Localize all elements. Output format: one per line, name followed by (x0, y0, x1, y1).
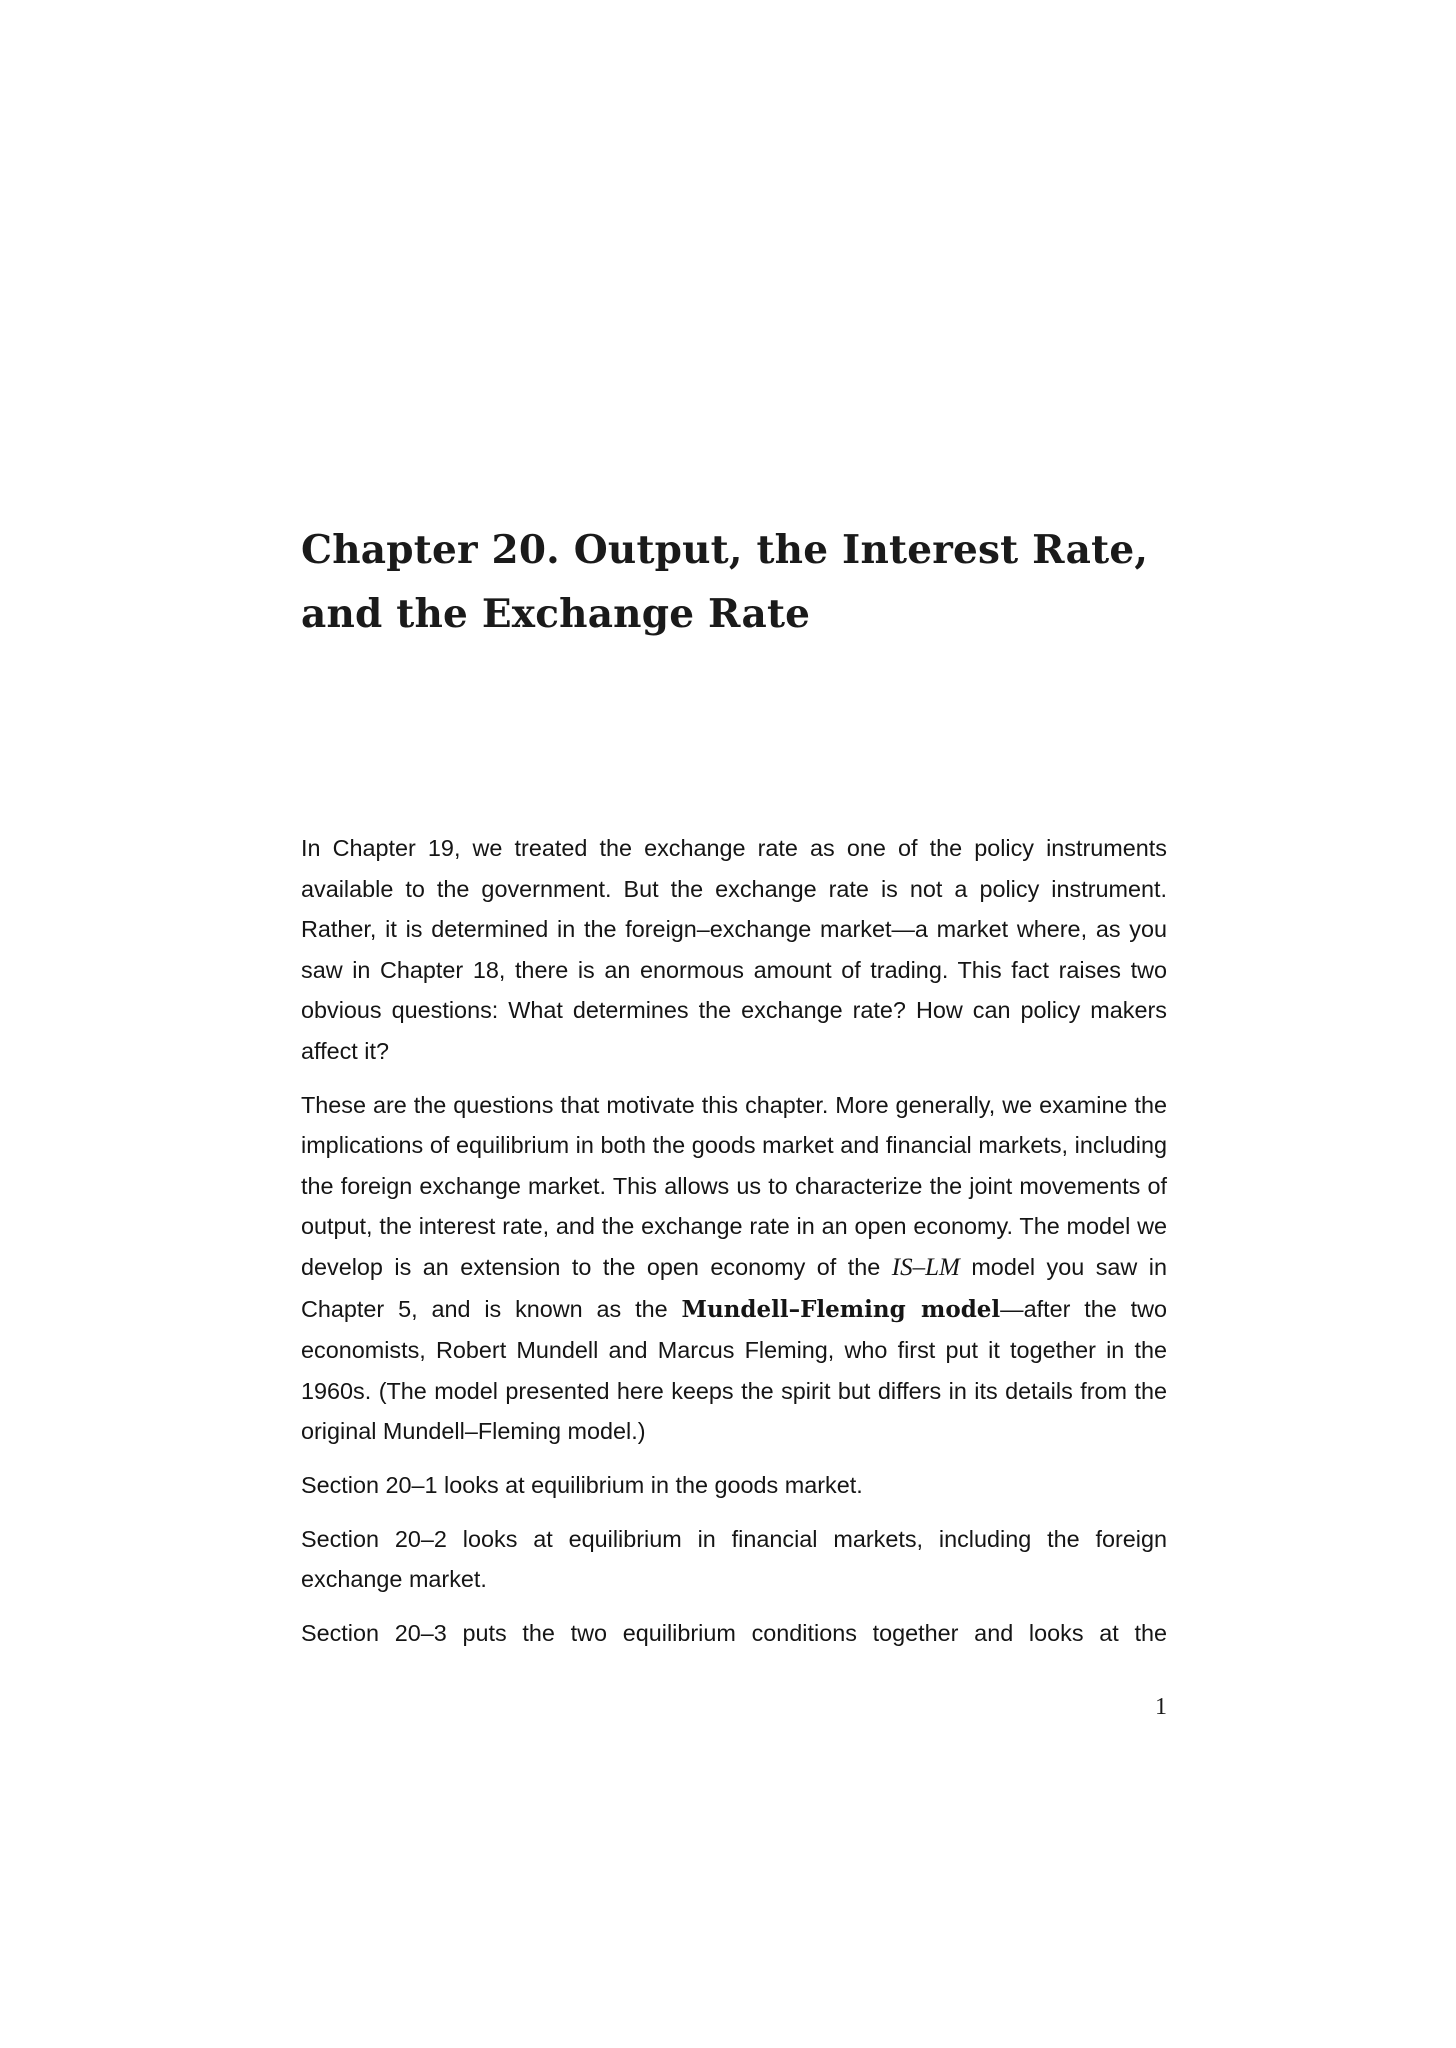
paragraph-section-2: Section 20–2 looks at equilibrium in financial markets, including the foreign exchange market. (301, 1525, 1167, 1593)
paragraph-model-intro: These are the questions that motivate this chapter. More generally, we examine the implications of equilibrium in both the goods market and financial markets, including the foreign exchange market. This allows us to characterize the joint movements of output, the interest rate, and the exchange rate in an open economy. The model we develop is an extension to the open economy of the (301, 1091, 1167, 1280)
mundell-fleming-term: Mundell–Fleming model (681, 1295, 1001, 1323)
paragraph-model-mid: model you saw in Chapter 5, and is known as the (301, 1253, 1167, 1322)
paragraph-model (301, 1085, 1167, 1452)
is-lm-math: IS–LM (891, 1253, 960, 1281)
chapter-body (301, 828, 1167, 1666)
paragraph-intro: In Chapter 19, we treated the exchange rate as one of the policy instruments available to the government. But the exchange rate is not a policy instrument. Rather, it is determined in the foreign–exchange market—a market where, as you saw in Chapter 18, there is an enormous amount of trading. This fact raises two obvious questions: What determines the exchange rate? How can policy makers affect it? (301, 835, 1167, 1064)
paragraph-section-3: Section 20–3 puts the two equilibrium conditions together and looks at the (301, 1619, 1167, 1646)
paragraph-section-1: Section 20–1 looks at equilibrium in the goods market. (301, 1471, 863, 1498)
paragraph-model-end: —after the two economists, Robert Mundell and Marcus Fleming, who first put it together in the 1960s. (The model presented here keeps the spirit but differs in its details from the original Mundell–Fleming model.) (301, 1295, 1168, 1445)
chapter-title (301, 518, 1201, 646)
chapter-title-line-1: Chapter 20. Output, the Interest Rate, (301, 527, 1149, 573)
page-number: 1 (1155, 1694, 1167, 1720)
chapter-title-line-2: and the Exchange Rate (301, 591, 811, 637)
